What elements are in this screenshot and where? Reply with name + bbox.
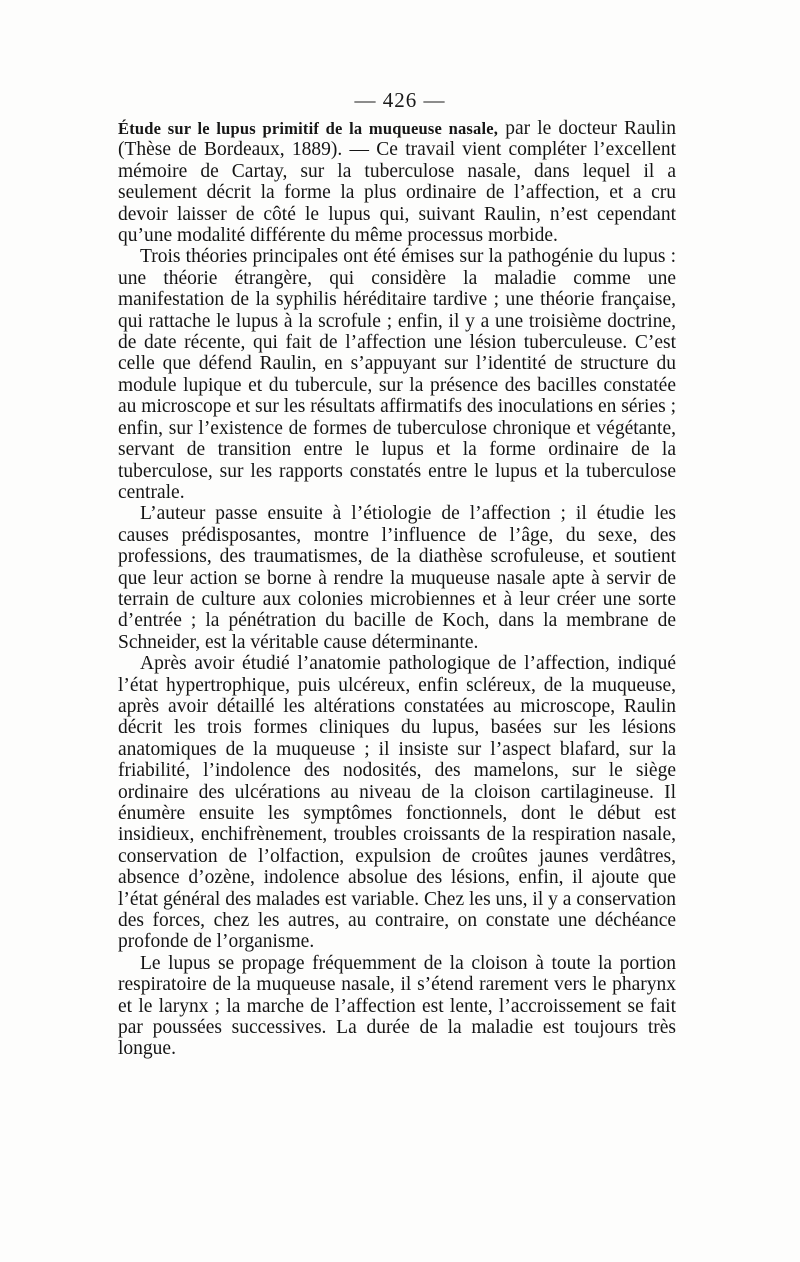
paragraph-1 (118, 118, 676, 246)
paragraph-2: Trois théories principales ont été émises sur la pathogénie du lupus : une théorie étrangère, qui considère la maladie comme une manifestation de la syphilis héréditaire tardive ; une théorie française, qui rattache le lupus à la scrofule ; enfin, il y a une troisième doctrine, de date récente, qui fait de l’affection une lésion tuberculeuse. C’est celle que défend Raulin, en s’appuyant sur l’identité de structure du module lupique et du tubercule, sur la présence des bacilles constatée au microscope et sur les résultats affirmatifs des inoculations en séries ; enfin, sur l’existence de formes de tuberculose chronique et végétante, servant de transition entre le lupus et la forme ordinaire de la tuberculose, sur les rapports constatés entre le lupus et la tuberculose centrale. (118, 246, 676, 503)
paragraph-3: L’auteur passe ensuite à l’étiologie de l’affection ; il étudie les causes prédisposantes, montre l’influence de l’âge, du sexe, des professions, des traumatismes, de la diathèse scrofuleuse, et soutient que leur action se borne à rendre la muqueuse nasale apte à servir de terrain de culture aux colonies microbiennes et à leur créer une sorte d’entrée ; la pénétration du bacille de Koch, dans la membrane de Schneider, est la véritable cause déterminante. (118, 503, 676, 653)
review-title: Étude sur le lupus primitif de la muqueuse nasale, (118, 119, 499, 138)
paragraph-5: Le lupus se propage fréquemment de la cloison à toute la portion respiratoire de la muqueuse nasale, il s’étend rarement vers le pharynx et le larynx ; la marche de l’affection est lente, l’accroissement se fait par poussées successives. La durée de la maladie est toujours très longue. (118, 952, 676, 1060)
body-text (118, 118, 676, 1060)
page-number: — 426 — (354, 88, 446, 112)
paragraph-4: Après avoir étudié l’anatomie pathologique de l’affection, indiqué l’état hypertrophique, puis ulcéreux, enfin scléreux, de la muqueuse, après avoir détaillé les altérations constatées au microscope, Raulin décrit les trois formes cliniques du lupus, basées sur les lésions anatomiques de la muqueuse ; il insiste sur l’aspect blafard, sur la friabilité, l’indolence des nodosités, des mamelons, sur le siège ordinaire des ulcérations au niveau de la cloison cartilagineuse. Il énumère ensuite les symptômes fonctionnels, dont le début est insidieux, enchifrènement, troubles croissants de la respiration nasale, conservation de l’olfaction, expulsion de croûtes jaunes verdâtres, absence d’ozène, indolence absolue des lésions, enfin, il ajoute que l’état général des malades est variable. Chez les uns, il y a conservation des forces, chez les autres, au contraire, on constate une déchéance profonde de l’organisme. (118, 653, 676, 953)
paragraph-text: par le docteur Raulin (Thèse de Bordeaux, 1889). — Ce travail vient compléter l’excellent mémoire de Cartay, sur la tuberculose nasale, dans lequel il a seulement décrit la forme la plus ordinaire de l’affection, et a cru devoir laisser de côté le lupus qui, suivant Raulin, n’est cependant qu’une modalité différente du même processus morbide. (118, 118, 676, 247)
